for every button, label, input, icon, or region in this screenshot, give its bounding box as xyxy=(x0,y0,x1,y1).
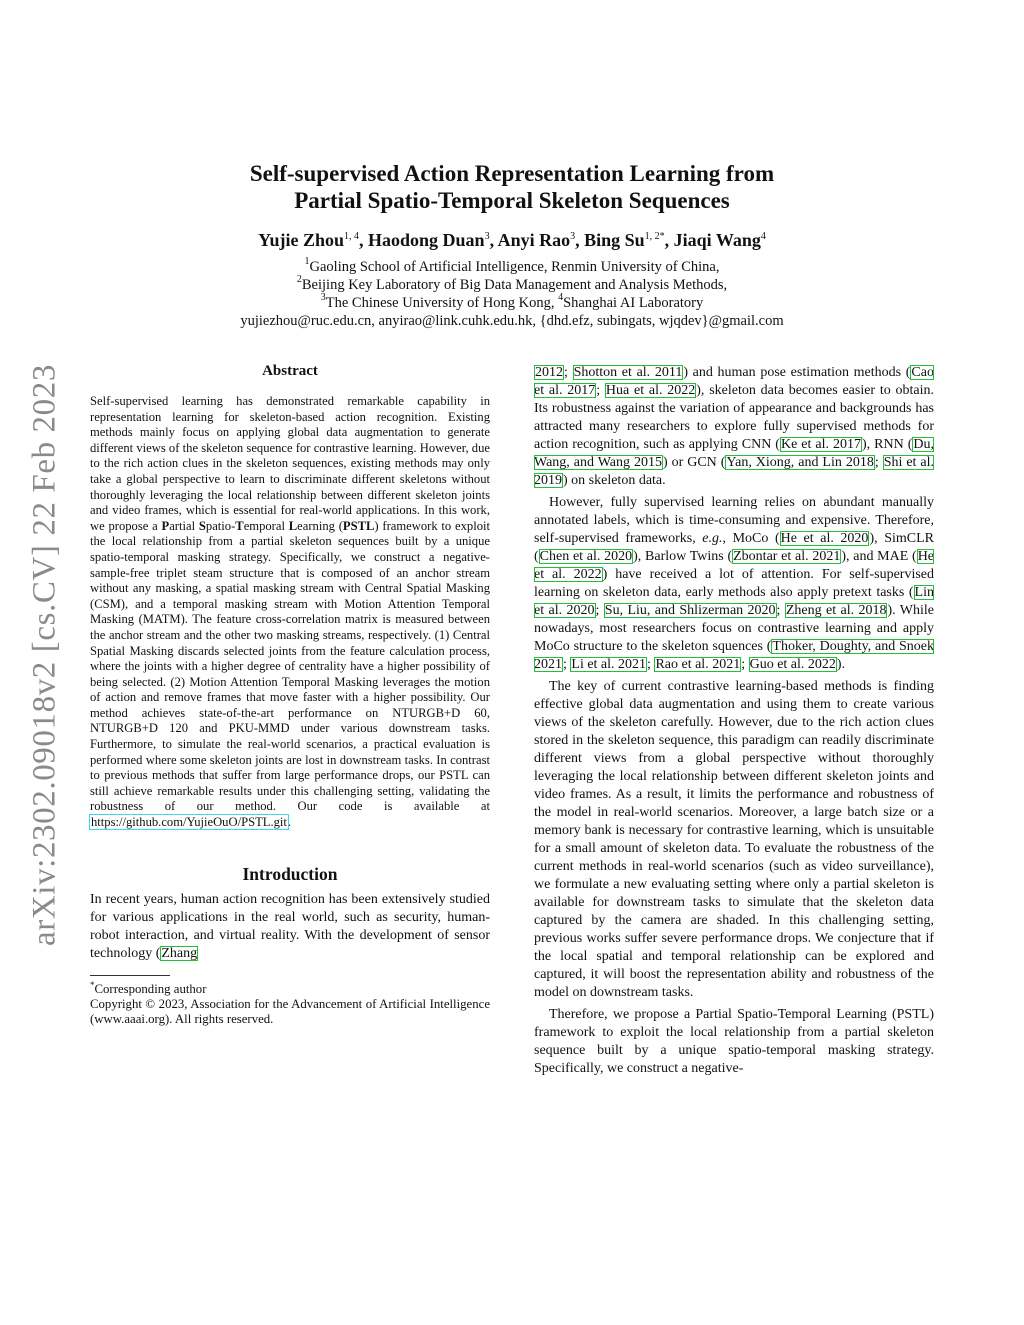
citation-link[interactable]: He et al. 2020 xyxy=(780,531,869,546)
footnote-copyright: Copyright © 2023, Association for the Advancement of Artificial Intelligence (www.aaai.org). All rights reserved. xyxy=(90,996,490,1026)
author: Haodong Duan xyxy=(368,230,485,250)
citation-link[interactable]: Thoker, Doughty, and Snoek 2021 xyxy=(534,639,934,672)
footnote-rule xyxy=(90,975,170,976)
author: Anyi Rao xyxy=(497,230,571,250)
citation-link[interactable]: Lin et al. 2020 xyxy=(534,585,934,618)
author: Jiaqi Wang xyxy=(673,230,761,250)
citation-link[interactable]: Zbontar et al. 2021 xyxy=(733,549,841,564)
citation-link[interactable]: Hua et al. 2022 xyxy=(605,383,696,398)
citation-link[interactable]: Shi et al. 2019 xyxy=(534,455,935,488)
right-column xyxy=(534,364,934,1082)
paper-title: Self-supervised Action Representation Learning from Partial Spatio-Temporal Skeleton Sequences xyxy=(249,161,775,213)
affiliations: $^1$Gaoling School of Artificial Intelligence, Renmin University of China, $^2$Beijing Key Laboratory of Big Data Management and Analysis Methods, $^3$The Chinese University of Hong Kong, $^4$Shanghai AI Laboratory yujiezhou@ruc.edu.cn, anyirao@link.cuhk.edu.hk, {dhd.efz, subingats, wjqdev}@gmail.com xyxy=(150,258,874,330)
paragraph-proposal: Therefore, we propose a Partial Spatio-Temporal Learning (PSTL) framework to exploit the local relationship from a partial skeleton sequence built by a unique spatio-temporal masking strategy. Specifically, we construct a negative- xyxy=(534,1007,934,1076)
citation-link[interactable]: Su, Liu, and Shlizerman 2020 xyxy=(604,603,776,618)
citation-link[interactable]: Shotton et al. 2011 xyxy=(573,365,683,380)
citation-link[interactable]: Zhang xyxy=(161,945,198,961)
paragraph-related-work: 2012; Shotton et al. 2011) and human pose estimation methods (Cao et al. 2017; Hua et al. 2022), skeleton data becomes easier to obtain. Its robustness against the variation of appearance and backgrounds has attracted many researchers to explore fully supervised methods for action recognition, such as applying CNN (Ke et al. 2017), RNN (Du, Wang, and Wang 2015) or GCN (Yan, Xiong, and Lin 2018; Shi et al. 2019) on skeleton data. xyxy=(534,365,935,488)
citation-link[interactable]: Du, Wang, and Wang 2015 xyxy=(534,437,934,470)
citation-link[interactable]: 2012 xyxy=(535,365,563,380)
left-column xyxy=(90,362,490,1027)
citation-link[interactable]: Rao et al. 2021 xyxy=(655,657,741,672)
author-list: Yujie Zhou$^{1, 4}$, Haodong Duan$^3$, Anyi Rao$^3$, Bing $Su^{1, 2*}$, Jiaqi Wang$^4$ xyxy=(258,230,766,250)
author: Bing Su xyxy=(584,230,645,250)
citation-link[interactable]: Guo et al. 2022 xyxy=(749,657,836,672)
abstract-text: Self-supervised learning has demonstrated remarkable capability in representation learning for skeleton-based action recognition. Existing methods mainly focus on applying global data augmentation to generate different views of the skeleton sequence for contrastive learning. However, due to the rich action clues in the skeleton sequences, existing methods may only take a global perspective to learn to discriminate different skeletons without thoroughly leveraging the local relationship between different skeleton joints and video frames, which is essential for real-world applications. In this work, we propose a Partial Spatio-Temporal Learning (PSTL) framework to exploit the local relationship from a partial skeleton sequences built by a unique spatio-temporal masking strategy. Specifically, we construct a negative-sample-free triplet steam structure that is composed of an anchor stream without any masking, a spatial masking stream with Central Spatial Masking (CSM), and a temporal masking stream with Motion Attention Temporal Masking (MATM). The feature cross-correlation matrix is measured between the anchor stream and the other two masking streams, respectively. (1) Central Spatial Masking discards selected joints from the feature calculation process, where the joints with a higher degree of centrality have a higher possibility of being selected. (2) Motion Attention Temporal Masking leverages the motion of action and remove frames that move faster with a higher possibility. Our method achieves state-of-the-art performance on NTURGB+D 60, NTURGB+D 120 and PKU-MMD under various downstream tasks. Furthermore, to simulate the real-world scenarios, a practical evaluation is performed where some skeleton joints are lost in downstream tasks. In contrast to previous methods that suffer from large performance drops, our PSTL can still achieve remarkable results under this challenging setting, validating the robustness of our method. Our code is available at https://github.com/YujieOuO/PSTL.git. xyxy=(90,394,490,830)
code-link[interactable]: https://github.com/YujieOuO/PSTL.git xyxy=(91,815,287,830)
footnote-corresponding: *Corresponding author xyxy=(90,979,207,996)
introduction-heading: Introduction xyxy=(242,863,338,884)
citation-link[interactable]: Cao et al. 2017 xyxy=(534,365,934,398)
introduction-paragraph: In recent years, human action recognition has been extensively studied for various applications in the real world, such as security, human-robot interaction, and virtual reality. With the development of sensor technology (Zhang xyxy=(90,891,490,961)
author: Yujie Zhou xyxy=(258,230,345,250)
arxiv-identifier: arXiv:2302.09018v2 [cs.CV] 22 Feb 2023 xyxy=(26,364,63,946)
paragraph-contrastive: The key of current contrastive learning-based methods is finding effective global data augmentation and using them to create various views of the skeleton carefully. However, due to the rich action clues stored in the skeleton sequence, this paradigm can readily discriminate different views from a global perspective without thoroughly leveraging the local relationship between different skeleton joints and video frames. As a result, it limits the performance and robustness of the model in real-world scenarios. Moreover, a large batch size or a memory bank is necessary for contrastive learning, which is unsuitable for a small amount of skeleton data. To evaluate the robustness of the current methods in real-world scenarios (such as video surveillance), we formulate a new evaluating setting where only a partial skeleton is available for downstream tasks to simulate that the skeleton data captured by the camera are shaded. In this challenging setting, previous works suffer severe performance drops. We conjecture that if the local spatial and temporal relationship can be explored and captured, it will boost the representation ability and robustness of the model on downstream tasks. xyxy=(534,679,934,1000)
paragraph-self-supervised: However, fully supervised learning relies on abundant manually annotated labels, which is time-consuming and expensive. Therefore, self-supervised frameworks, e.g., MoCo (He et al. 2020), SimCLR (Chen et al. 2020), Barlow Twins (Zbontar et al. 2021), and MAE (He et al. 2022) have received a lot of attention. For self-supervised learning on skeleton data, early methods also apply pretext tasks (Lin et al. 2020; Su, Liu, and Shlizerman 2020; Zheng et al. 2018). While nowadays, most researchers focus on contrastive learning and apply MoCo structure to the skeleton squences (Thoker, Doughty, and Snoek 2021; Li et al. 2021; Rao et al. 2021; Guo et al. 2022). xyxy=(534,495,935,672)
citation-link[interactable]: He et al. 2022 xyxy=(534,549,935,582)
author-emails: yujiezhou@ruc.edu.cn, anyirao@link.cuhk.edu.hk, {dhd.efz, subingats, wjqdev}@gmail.com xyxy=(240,313,784,329)
citation-link[interactable]: Chen et al. 2020 xyxy=(539,549,633,564)
citation-link[interactable]: Ke et al. 2017 xyxy=(780,437,861,452)
abstract-heading: Abstract xyxy=(262,363,318,379)
citation-link[interactable]: Li et al. 2021 xyxy=(571,657,647,672)
citation-link[interactable]: Zheng et al. 2018 xyxy=(785,603,887,618)
citation-link[interactable]: Yan, Xiong, and Lin 2018 xyxy=(726,455,874,470)
